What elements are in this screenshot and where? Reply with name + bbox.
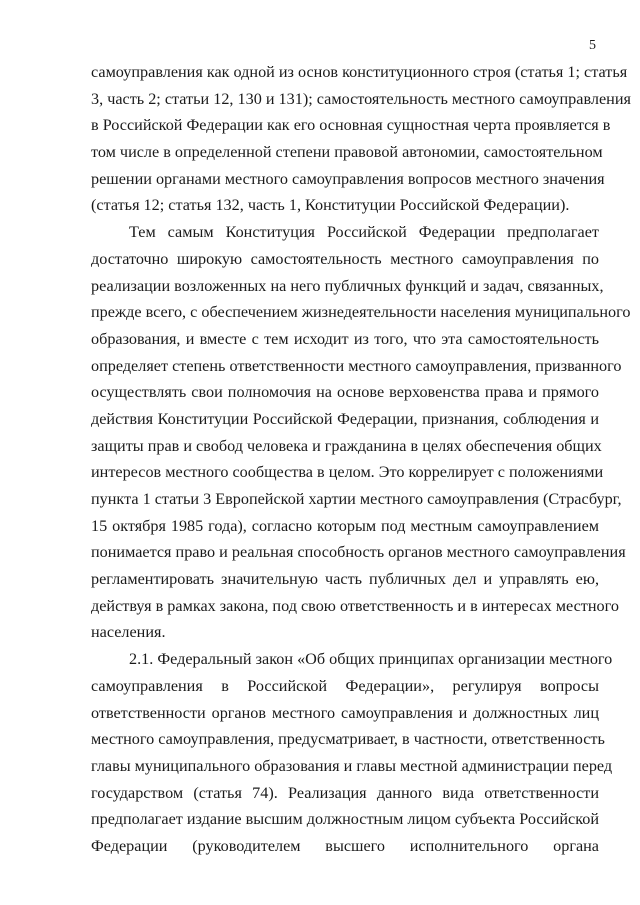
text-line: самоуправления в Российской Федерации», регулируя вопросы: [91, 676, 599, 695]
page-number: 5: [589, 38, 596, 53]
text-line: регламентировать значительную часть публичных дел и управлять ею,: [91, 570, 599, 589]
text-line: прежде всего, с обеспечением жизнедеятельности населения муниципального: [91, 303, 631, 322]
text-line: самоуправления как одной из основ конституционного строя (статья 1; статья: [91, 63, 628, 81]
paragraph-1: [91, 59, 631, 219]
text-line: определяет степень ответственности местного самоуправления, призванного: [91, 356, 622, 375]
text-line: понимается право и реальная способность органов местного самоуправления: [91, 543, 626, 562]
text-line: главы муниципального образования и главы местной администрации перед: [91, 756, 613, 775]
paragraph-3: [91, 646, 613, 860]
text-line: образования, и вместе с тем исходит из того, что эта самостоятельность: [91, 329, 599, 348]
text-line: 2.1. Федеральный закон «Об общих принципах организации местного: [129, 650, 613, 669]
text-line: 3, часть 2; статьи 12, 130 и 131); самостоятельность местного самоуправления: [91, 89, 631, 108]
text-line: ответственности органов местного самоуправления и должностных лиц: [91, 703, 599, 722]
text-line: решении органами местного самоуправления вопросов местного значения: [91, 169, 605, 188]
text-line: осуществлять свои полномочия на основе верховенства права и прямого: [91, 383, 599, 402]
text-line: пункта 1 статьи 3 Европейской хартии местного самоуправления (Страсбург,: [91, 490, 622, 508]
text-line: государством (статья 74). Реализация данного вида ответственности: [91, 783, 599, 802]
text-line: защиты прав и свобод человека и гражданина в целях обеспечения общих: [91, 436, 602, 455]
text-line: в Российской Федерации как его основная сущностная черта проявляется в: [91, 116, 611, 135]
text-line: (статья 12; статья 132, часть 1, Конституции Российской Федерации).: [91, 196, 570, 215]
text-line: реализации возложенных на него публичных функций и задач, связанных,: [91, 276, 604, 295]
text-line: 15 октября 1985 года), согласно которым под местным самоуправлением: [91, 516, 599, 535]
paragraph-2: [91, 219, 631, 646]
text-line: местного самоуправления, предусматривает, в частности, ответственность: [91, 730, 605, 749]
text-line: предполагает издание высшим должностным лицом субъекта Российской: [91, 810, 600, 829]
text-line: действуя в рамках закона, под свою ответственность и в интересах местного: [91, 596, 619, 615]
text-line: интересов местного сообщества в целом. Это коррелирует с положениями: [91, 463, 604, 482]
text-line: Тем самым Конституция Российской Федерации предполагает: [129, 223, 599, 242]
text-line: Федерации (руководителем высшего исполнительного органа: [91, 836, 599, 855]
document-body: [91, 59, 631, 860]
text-line: достаточно широкую самостоятельность местного самоуправления по: [91, 249, 599, 268]
text-line: том числе в определенной степени правовой автономии, самостоятельном: [91, 143, 603, 162]
text-line: действия Конституции Российской Федерации, признания, соблюдения и: [91, 409, 599, 428]
text-line: населения.: [91, 623, 166, 642]
